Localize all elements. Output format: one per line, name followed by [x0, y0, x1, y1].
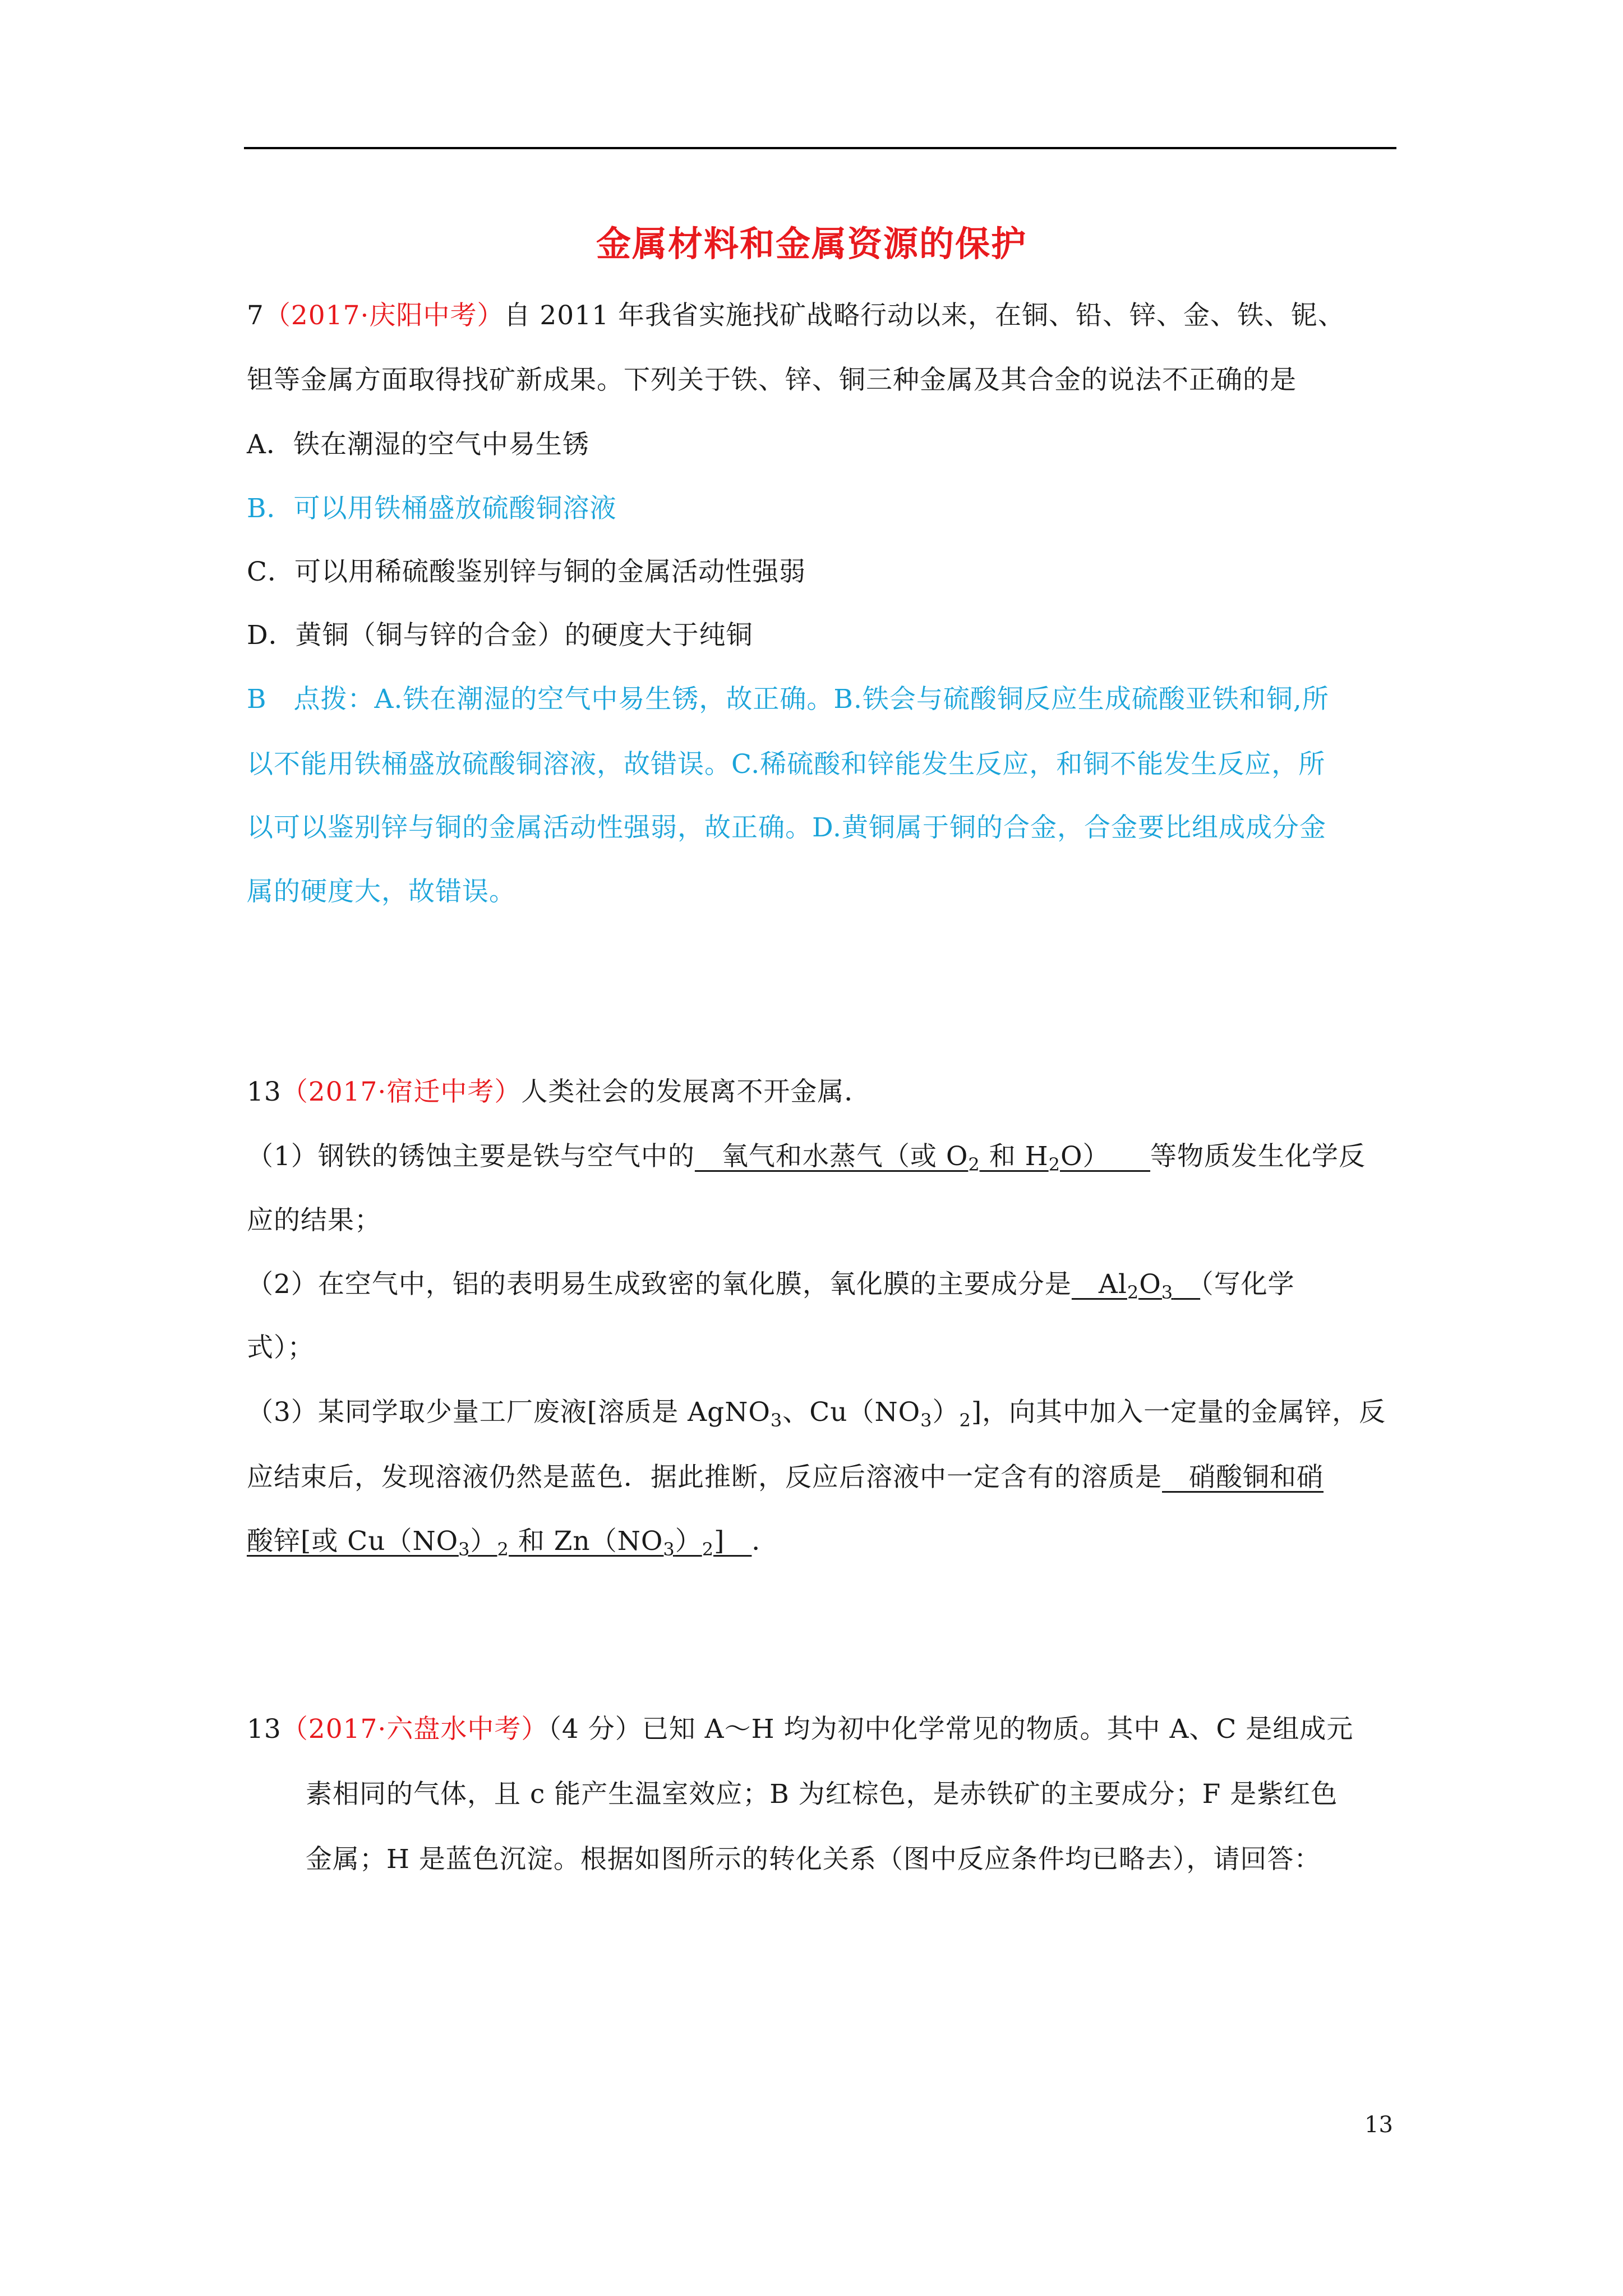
q13a-part3-line3 — [247, 1525, 778, 1558]
q7-stem: 自 2011 年我省实施找矿战略行动以来，在铜、铅、锌、金、铁、铌、 — [504, 300, 1345, 331]
subscript: 3 — [1161, 1282, 1174, 1303]
answer-text: Al — [1071, 1269, 1127, 1300]
q13a-part1-text: （1）钢铁的锈蚀主要是铁与空气中的 — [247, 1141, 695, 1172]
q13a-number: 13 — [247, 1076, 282, 1107]
subscript: 2 — [1127, 1282, 1140, 1303]
subscript: 2 — [1048, 1154, 1061, 1175]
q13a-source: （2017·宿迁中考） — [281, 1076, 522, 1107]
subscript: 2 — [968, 1154, 980, 1175]
q7-explanation-line1: B 点拨：A.铁在潮湿的空气中易生锈，故正确。B.铁会与硫酸铜反应生成硫酸亚铁和铜,所 — [247, 684, 1329, 715]
answer-text: O — [1139, 1269, 1161, 1300]
q13b-source: （2017·六盘水中考） — [281, 1714, 548, 1745]
q13a-part1-answer — [694, 1141, 1151, 1175]
q13a-part1-text-end: 等物质发生化学反 — [1150, 1141, 1366, 1172]
subscript: 2 — [959, 1410, 971, 1431]
page-title: 金属材料和金属资源的保护 — [596, 223, 1027, 264]
answer-text: ） — [470, 1526, 497, 1557]
page-number: 13 — [1364, 2112, 1393, 2138]
q13a-part1-line2: 应的结果； — [247, 1205, 381, 1236]
answer-text: 和 Zn（NO — [509, 1526, 663, 1557]
q13a-part2-answer — [1071, 1269, 1200, 1303]
subscript: 3 — [458, 1539, 471, 1560]
subscript: 2 — [497, 1539, 509, 1560]
q7-option-c: C．可以用稀硫酸鉴别锌与铜的金属活动性强弱 — [247, 556, 806, 587]
q13a-part1-line1 — [247, 1140, 1366, 1174]
q13b-stem-line3: 金属；H 是蓝色沉淀。根据如图所示的转化关系（图中反应条件均已略去），请回答： — [306, 1844, 1321, 1875]
q13b-stem-text: （4 分）已知 A～H 均为初中化学常见的物质。其中 A、C 是组成元 — [548, 1714, 1354, 1745]
answer-text: 氧气和水蒸气（或 O — [694, 1141, 969, 1172]
q7-stem-line2: 钽等金属方面取得找矿新成果。下列关于铁、锌、铜三种金属及其合金的说法不正确的是 — [247, 365, 1297, 395]
answer-text: 酸锌[或 Cu（NO — [247, 1526, 459, 1557]
text: ]，向其中加入一定量的金属锌，反 — [971, 1397, 1386, 1428]
q13a-stem — [247, 1075, 871, 1109]
q7-stem-line1 — [247, 299, 1345, 333]
q13a-part2-text-end: （写化学 — [1200, 1269, 1295, 1300]
text: 应结束后，发现溶液仍然是蓝色．据此推断，反应后溶液中一定含有的溶质是 — [247, 1462, 1162, 1493]
header-rule — [244, 147, 1396, 149]
q7-explanation-line3: 以可以鉴别锌与铜的金属活动性强弱，故正确。D.黄铜属于铜的合金，合金要比组成成分金 — [247, 812, 1326, 843]
q13a-part3-answer — [247, 1526, 752, 1560]
answer-text: 和 H — [980, 1141, 1049, 1172]
q13a-part2-line1 — [247, 1268, 1295, 1301]
subscript: 2 — [702, 1539, 714, 1560]
answer-text: ） — [675, 1526, 702, 1557]
subscript: 3 — [920, 1410, 933, 1431]
q7-option-d: D．黄铜（铜与锌的合金）的硬度大于纯铜 — [247, 620, 753, 651]
q13a-part2-text: （2）在空气中，铝的表明易生成致密的氧化膜，氧化膜的主要成分是 — [247, 1269, 1072, 1300]
q13a-part2-line2: 式）； — [247, 1332, 315, 1363]
text: 、Cu（NO — [782, 1397, 921, 1428]
q13a-stem-text: 人类社会的发展离不开金属． — [521, 1076, 872, 1107]
q13a-part3-line1 — [247, 1396, 1386, 1429]
q7-explanation-line4: 属的硬度大，故错误。 — [247, 876, 516, 907]
q7-number: 7 — [247, 300, 264, 331]
q13a-part3-answer-start: 硝酸铜和硝 — [1162, 1462, 1324, 1493]
text: （3）某同学取少量工厂废液[溶质是 AgNO — [247, 1397, 771, 1428]
q13b-stem-line1 — [247, 1713, 1353, 1746]
q7-option-b: B．可以用铁桶盛放硫酸铜溶液 — [247, 493, 617, 524]
q13a-part3-line2 — [247, 1461, 1324, 1494]
q13b-stem-line2: 素相同的气体，且 c 能产生温室效应；B 为红棕色，是赤铁矿的主要成分；F 是紫红色 — [306, 1779, 1338, 1810]
q7-explanation-line2: 以不能用铁桶盛放硫酸铜溶液，故错误。C.稀硫酸和锌能发生反应，和铜不能发生反应，所 — [247, 749, 1326, 780]
answer-text — [1173, 1269, 1200, 1300]
text: ） — [932, 1397, 960, 1428]
subscript: 3 — [770, 1410, 783, 1431]
q7-source: （2017·庆阳中考） — [264, 300, 504, 331]
subscript: 3 — [663, 1539, 675, 1560]
text: ． — [751, 1526, 779, 1557]
answer-text: ] — [714, 1526, 752, 1557]
q13b-number: 13 — [247, 1714, 282, 1745]
answer-text: O） — [1060, 1141, 1151, 1172]
q7-option-a: A．铁在潮湿的空气中易生锈 — [247, 429, 589, 460]
